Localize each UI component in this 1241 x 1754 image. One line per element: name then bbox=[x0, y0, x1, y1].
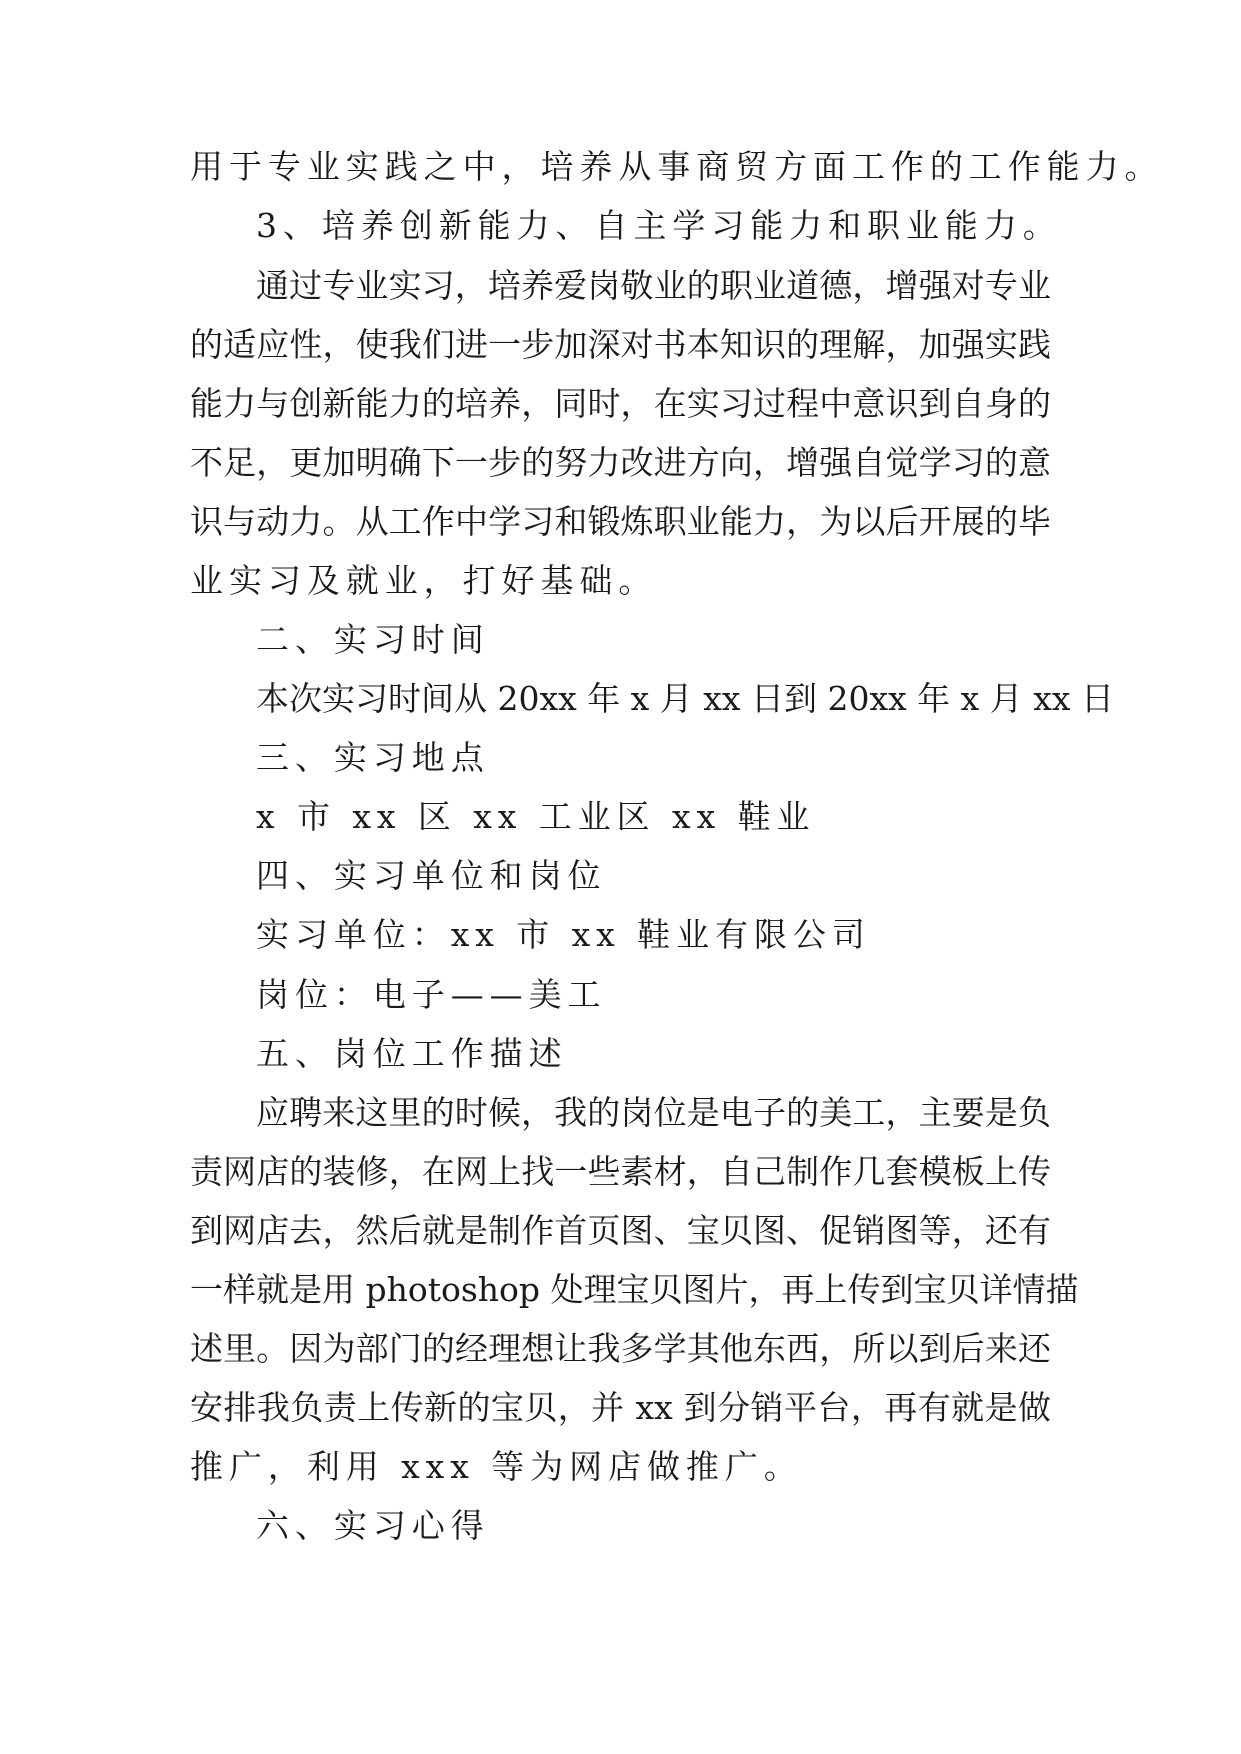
section-heading: 六、实习心得 bbox=[256, 1506, 490, 1545]
paragraph-line: 通过专业实习，培养爱岗敬业的职业道德，增强对专业 bbox=[256, 266, 1051, 305]
paragraph-line: x 市 xx 区 xx 工业区 xx 鞋业 bbox=[256, 797, 816, 836]
paragraph-line: 实习单位：xx 市 xx 鞋业有限公司 bbox=[256, 915, 871, 954]
paragraph-line: 推广，利用 xxx 等为网店做推广。 bbox=[190, 1447, 803, 1486]
paragraph-line: 责网店的装修，在网上找一些素材，自己制作几套模板上传 bbox=[190, 1152, 1051, 1191]
paragraph-line: 识与动力。从工作中学习和锻炼职业能力，为以后开展的毕 bbox=[190, 502, 1051, 541]
paragraph-line: 到网店去，然后就是制作首页图、宝贝图、促销图等，还有 bbox=[190, 1211, 1051, 1250]
paragraph-line: 不足，更加明确下一步的努力改进方向，增强自觉学习的意 bbox=[190, 443, 1051, 482]
section-heading: 四、实习单位和岗位 bbox=[256, 856, 607, 895]
paragraph-line: 述里。因为部门的经理想让我多学其他东西，所以到后来还 bbox=[190, 1329, 1051, 1368]
section-heading: 五、岗位工作描述 bbox=[256, 1034, 568, 1073]
paragraph-line: 一样就是用 photoshop 处理宝贝图片，再上传到宝贝详情描 bbox=[190, 1270, 1079, 1309]
paragraph-line: 应聘来这里的时候，我的岗位是电子的美工，主要是负 bbox=[256, 1093, 1051, 1132]
section-heading: 三、实习地点 bbox=[256, 738, 490, 777]
paragraph-line: 安排我负责上传新的宝贝，并 xx 到分销平台，再有就是做 bbox=[190, 1388, 1051, 1427]
paragraph-line: 能力与创新能力的培养，同时，在实习过程中意识到自身的 bbox=[190, 384, 1051, 423]
paragraph-line: 的适应性，使我们进一步加深对书本知识的理解，加强实践 bbox=[190, 325, 1051, 364]
paragraph-line: 业实习及就业，打好基础。 bbox=[190, 561, 658, 600]
paragraph-line: 本次实习时间从 20xx 年 x 月 xx 日到 20xx 年 x 月 xx 日 bbox=[256, 679, 1114, 718]
list-item: 3、培养创新能力、自主学习能力和职业能力。 bbox=[256, 206, 1062, 245]
section-heading: 二、实习时间 bbox=[256, 620, 490, 659]
paragraph-line: 用于专业实践之中，培养从事商贸方面工作的工作能力。 bbox=[190, 147, 1164, 186]
paragraph-line: 岗位：电子——美工 bbox=[256, 975, 607, 1014]
